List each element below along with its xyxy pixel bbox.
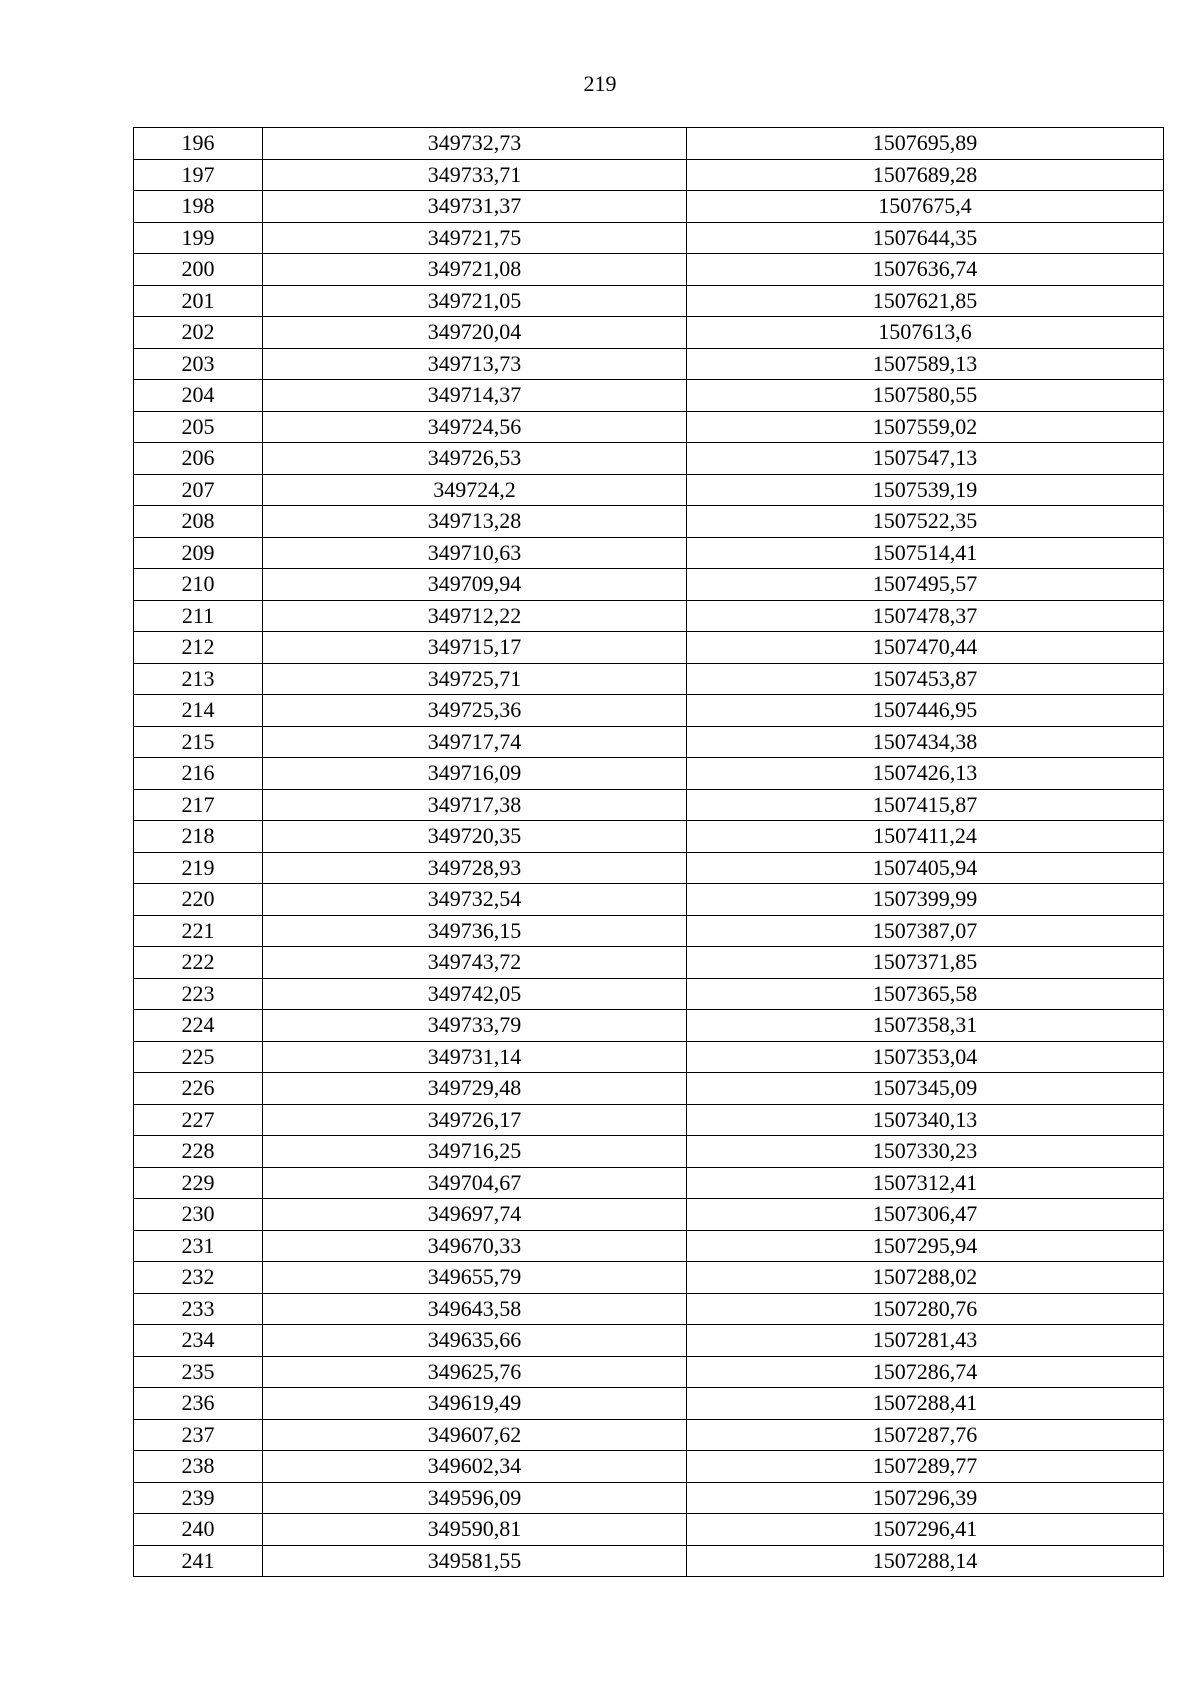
page-number: 219: [583, 71, 617, 96]
y-coordinate-cell: 1507340,13: [687, 1104, 1164, 1136]
point-number-cell: 212: [134, 632, 263, 664]
point-number-cell: 208: [134, 506, 263, 538]
y-coordinate-cell: 1507689,28: [687, 159, 1164, 191]
point-number-cell: 237: [134, 1419, 263, 1451]
point-number-cell: 205: [134, 411, 263, 443]
table-row: [134, 947, 1164, 979]
table-row: [134, 537, 1164, 569]
y-coordinate-cell: 1507580,55: [687, 380, 1164, 412]
point-number-cell: 241: [134, 1545, 263, 1577]
x-coordinate-cell: 349710,63: [263, 537, 687, 569]
table-row: [134, 380, 1164, 412]
table-row: [134, 978, 1164, 1010]
y-coordinate-cell: 1507695,89: [687, 128, 1164, 160]
y-coordinate-cell: 1507295,94: [687, 1230, 1164, 1262]
y-coordinate-cell: 1507514,41: [687, 537, 1164, 569]
point-number-cell: 220: [134, 884, 263, 916]
point-number-cell: 213: [134, 663, 263, 695]
x-coordinate-cell: 349725,71: [263, 663, 687, 695]
table-row: [134, 191, 1164, 223]
y-coordinate-cell: 1507353,04: [687, 1041, 1164, 1073]
x-coordinate-cell: 349728,93: [263, 852, 687, 884]
point-number-cell: 223: [134, 978, 263, 1010]
point-number-cell: 227: [134, 1104, 263, 1136]
table-row: [134, 1167, 1164, 1199]
table-row: [134, 128, 1164, 160]
y-coordinate-cell: 1507296,41: [687, 1514, 1164, 1546]
x-coordinate-cell: 349742,05: [263, 978, 687, 1010]
y-coordinate-cell: 1507539,19: [687, 474, 1164, 506]
point-number-cell: 224: [134, 1010, 263, 1042]
coordinates-table: [133, 127, 1164, 1577]
point-number-cell: 221: [134, 915, 263, 947]
y-coordinate-cell: 1507306,47: [687, 1199, 1164, 1231]
table-row: [134, 1199, 1164, 1231]
table-row: [134, 1230, 1164, 1262]
y-coordinate-cell: 1507446,95: [687, 695, 1164, 727]
table-row: [134, 1388, 1164, 1420]
y-coordinate-cell: 1507559,02: [687, 411, 1164, 443]
x-coordinate-cell: 349619,49: [263, 1388, 687, 1420]
y-coordinate-cell: 1507296,39: [687, 1482, 1164, 1514]
x-coordinate-cell: 349720,04: [263, 317, 687, 349]
table-row: [134, 915, 1164, 947]
point-number-cell: 238: [134, 1451, 263, 1483]
x-coordinate-cell: 349590,81: [263, 1514, 687, 1546]
point-number-cell: 210: [134, 569, 263, 601]
table-row: [134, 1262, 1164, 1294]
table-row: [134, 852, 1164, 884]
table-row: [134, 1545, 1164, 1577]
table-row: [134, 1356, 1164, 1388]
table-row: [134, 695, 1164, 727]
x-coordinate-cell: 349709,94: [263, 569, 687, 601]
x-coordinate-cell: 349712,22: [263, 600, 687, 632]
y-coordinate-cell: 1507280,76: [687, 1293, 1164, 1325]
x-coordinate-cell: 349713,28: [263, 506, 687, 538]
point-number-cell: 236: [134, 1388, 263, 1420]
x-coordinate-cell: 349721,05: [263, 285, 687, 317]
y-coordinate-cell: 1507470,44: [687, 632, 1164, 664]
x-coordinate-cell: 349655,79: [263, 1262, 687, 1294]
x-coordinate-cell: 349635,66: [263, 1325, 687, 1357]
y-coordinate-cell: 1507589,13: [687, 348, 1164, 380]
table-row: [134, 159, 1164, 191]
x-coordinate-cell: 349726,17: [263, 1104, 687, 1136]
point-number-cell: 201: [134, 285, 263, 317]
x-coordinate-cell: 349713,73: [263, 348, 687, 380]
table-row: [134, 348, 1164, 380]
point-number-cell: 219: [134, 852, 263, 884]
point-number-cell: 218: [134, 821, 263, 853]
x-coordinate-cell: 349697,74: [263, 1199, 687, 1231]
x-coordinate-cell: 349716,25: [263, 1136, 687, 1168]
point-number-cell: 206: [134, 443, 263, 475]
table-row: [134, 285, 1164, 317]
x-coordinate-cell: 349725,36: [263, 695, 687, 727]
point-number-cell: 230: [134, 1199, 263, 1231]
point-number-cell: 228: [134, 1136, 263, 1168]
point-number-cell: 196: [134, 128, 263, 160]
point-number-cell: 234: [134, 1325, 263, 1357]
y-coordinate-cell: 1507281,43: [687, 1325, 1164, 1357]
table-row: [134, 1451, 1164, 1483]
y-coordinate-cell: 1507312,41: [687, 1167, 1164, 1199]
x-coordinate-cell: 349733,71: [263, 159, 687, 191]
table-row: [134, 632, 1164, 664]
y-coordinate-cell: 1507426,13: [687, 758, 1164, 790]
point-number-cell: 203: [134, 348, 263, 380]
table-row: [134, 884, 1164, 916]
point-number-cell: 207: [134, 474, 263, 506]
point-number-cell: 198: [134, 191, 263, 223]
y-coordinate-cell: 1507621,85: [687, 285, 1164, 317]
x-coordinate-cell: 349715,17: [263, 632, 687, 664]
point-number-cell: 202: [134, 317, 263, 349]
x-coordinate-cell: 349670,33: [263, 1230, 687, 1262]
point-number-cell: 214: [134, 695, 263, 727]
point-number-cell: 229: [134, 1167, 263, 1199]
point-number-cell: 240: [134, 1514, 263, 1546]
point-number-cell: 232: [134, 1262, 263, 1294]
x-coordinate-cell: 349602,34: [263, 1451, 687, 1483]
table-row: [134, 317, 1164, 349]
point-number-cell: 200: [134, 254, 263, 286]
x-coordinate-cell: 349607,62: [263, 1419, 687, 1451]
point-number-cell: 226: [134, 1073, 263, 1105]
y-coordinate-cell: 1507387,07: [687, 915, 1164, 947]
y-coordinate-cell: 1507358,31: [687, 1010, 1164, 1042]
point-number-cell: 239: [134, 1482, 263, 1514]
point-number-cell: 222: [134, 947, 263, 979]
y-coordinate-cell: 1507478,37: [687, 600, 1164, 632]
point-number-cell: 216: [134, 758, 263, 790]
x-coordinate-cell: 349732,73: [263, 128, 687, 160]
coordinates-table-body: [134, 128, 1164, 1577]
y-coordinate-cell: 1507287,76: [687, 1419, 1164, 1451]
x-coordinate-cell: 349732,54: [263, 884, 687, 916]
x-coordinate-cell: 349733,79: [263, 1010, 687, 1042]
point-number-cell: 211: [134, 600, 263, 632]
x-coordinate-cell: 349704,67: [263, 1167, 687, 1199]
x-coordinate-cell: 349596,09: [263, 1482, 687, 1514]
y-coordinate-cell: 1507613,6: [687, 317, 1164, 349]
x-coordinate-cell: 349743,72: [263, 947, 687, 979]
x-coordinate-cell: 349736,15: [263, 915, 687, 947]
table-row: [134, 443, 1164, 475]
table-row: [134, 600, 1164, 632]
x-coordinate-cell: 349721,08: [263, 254, 687, 286]
table-row: [134, 726, 1164, 758]
y-coordinate-cell: 1507288,41: [687, 1388, 1164, 1420]
table-row: [134, 1073, 1164, 1105]
table-row: [134, 1514, 1164, 1546]
y-coordinate-cell: 1507415,87: [687, 789, 1164, 821]
y-coordinate-cell: 1507453,87: [687, 663, 1164, 695]
x-coordinate-cell: 349581,55: [263, 1545, 687, 1577]
table-row: [134, 789, 1164, 821]
y-coordinate-cell: 1507675,4: [687, 191, 1164, 223]
y-coordinate-cell: 1507636,74: [687, 254, 1164, 286]
table-row: [134, 1136, 1164, 1168]
point-number-cell: 217: [134, 789, 263, 821]
table-row: [134, 1482, 1164, 1514]
y-coordinate-cell: 1507644,35: [687, 222, 1164, 254]
point-number-cell: 235: [134, 1356, 263, 1388]
table-row: [134, 663, 1164, 695]
point-number-cell: 209: [134, 537, 263, 569]
x-coordinate-cell: 349643,58: [263, 1293, 687, 1325]
x-coordinate-cell: 349731,14: [263, 1041, 687, 1073]
table-row: [134, 569, 1164, 601]
point-number-cell: 233: [134, 1293, 263, 1325]
point-number-cell: 231: [134, 1230, 263, 1262]
y-coordinate-cell: 1507365,58: [687, 978, 1164, 1010]
table-row: [134, 506, 1164, 538]
table-row: [134, 254, 1164, 286]
x-coordinate-cell: 349731,37: [263, 191, 687, 223]
table-row: [134, 1293, 1164, 1325]
y-coordinate-cell: 1507495,57: [687, 569, 1164, 601]
table-row: [134, 1041, 1164, 1073]
y-coordinate-cell: 1507371,85: [687, 947, 1164, 979]
y-coordinate-cell: 1507288,14: [687, 1545, 1164, 1577]
x-coordinate-cell: 349724,2: [263, 474, 687, 506]
table-row: [134, 1419, 1164, 1451]
y-coordinate-cell: 1507289,77: [687, 1451, 1164, 1483]
x-coordinate-cell: 349724,56: [263, 411, 687, 443]
x-coordinate-cell: 349714,37: [263, 380, 687, 412]
table-row: [134, 821, 1164, 853]
x-coordinate-cell: 349717,74: [263, 726, 687, 758]
table-row: [134, 222, 1164, 254]
point-number-cell: 199: [134, 222, 263, 254]
x-coordinate-cell: 349721,75: [263, 222, 687, 254]
table-row: [134, 1325, 1164, 1357]
table-row: [134, 411, 1164, 443]
point-number-cell: 225: [134, 1041, 263, 1073]
table-row: [134, 474, 1164, 506]
x-coordinate-cell: 349625,76: [263, 1356, 687, 1388]
table-row: [134, 1104, 1164, 1136]
y-coordinate-cell: 1507286,74: [687, 1356, 1164, 1388]
y-coordinate-cell: 1507288,02: [687, 1262, 1164, 1294]
point-number-cell: 197: [134, 159, 263, 191]
point-number-cell: 215: [134, 726, 263, 758]
x-coordinate-cell: 349716,09: [263, 758, 687, 790]
table-row: [134, 1010, 1164, 1042]
y-coordinate-cell: 1507411,24: [687, 821, 1164, 853]
y-coordinate-cell: 1507330,23: [687, 1136, 1164, 1168]
point-number-cell: 204: [134, 380, 263, 412]
y-coordinate-cell: 1507405,94: [687, 852, 1164, 884]
x-coordinate-cell: 349726,53: [263, 443, 687, 475]
y-coordinate-cell: 1507547,13: [687, 443, 1164, 475]
x-coordinate-cell: 349729,48: [263, 1073, 687, 1105]
table-row: [134, 758, 1164, 790]
x-coordinate-cell: 349720,35: [263, 821, 687, 853]
y-coordinate-cell: 1507522,35: [687, 506, 1164, 538]
y-coordinate-cell: 1507399,99: [687, 884, 1164, 916]
y-coordinate-cell: 1507345,09: [687, 1073, 1164, 1105]
y-coordinate-cell: 1507434,38: [687, 726, 1164, 758]
x-coordinate-cell: 349717,38: [263, 789, 687, 821]
